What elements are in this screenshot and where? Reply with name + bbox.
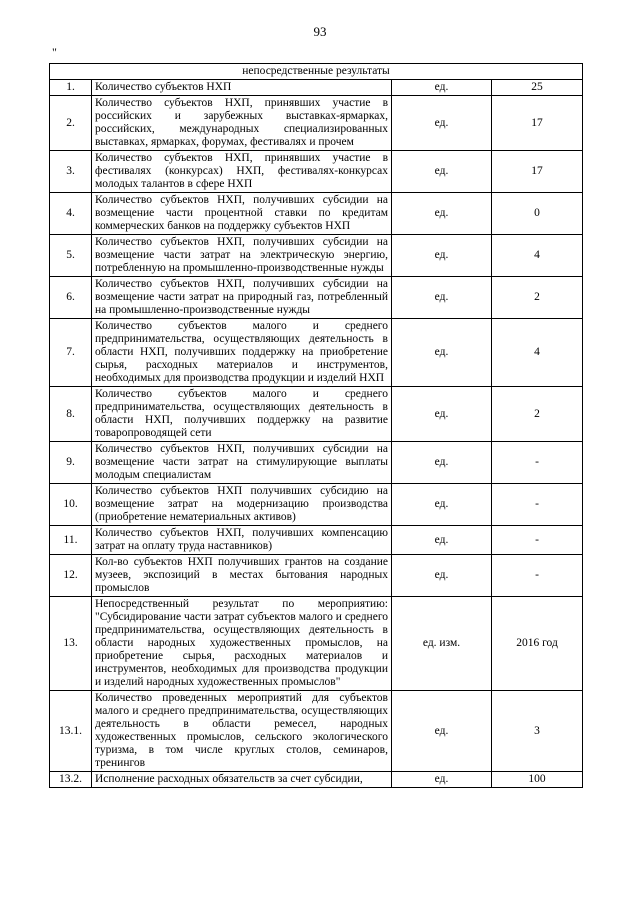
row-value: - — [492, 526, 583, 555]
row-number: 3. — [50, 151, 92, 193]
row-value: 4 — [492, 319, 583, 387]
page-number: 93 — [313, 24, 327, 39]
row-value: 17 — [492, 151, 583, 193]
row-value: 2 — [492, 277, 583, 319]
row-number: 4. — [50, 193, 92, 235]
table-row — [50, 80, 583, 96]
row-number: 2. — [50, 96, 92, 151]
row-number: 5. — [50, 235, 92, 277]
row-description: Количество субъектов НХП, получивших субсидии на возмещение части затрат на природный газ, потребленный на промышленно-производственные нужды — [92, 277, 392, 319]
row-value: 2 — [492, 387, 583, 442]
row-description: Кол-во субъектов НХП получивших грантов на создание музеев, экспозиций в местах бытования народных промыслов — [92, 555, 392, 597]
row-number: 8. — [50, 387, 92, 442]
row-number: 1. — [50, 80, 92, 96]
row-number: 12. — [50, 555, 92, 597]
row-unit: ед. — [392, 387, 492, 442]
table-row — [50, 442, 583, 484]
row-number: 10. — [50, 484, 92, 526]
row-number: 6. — [50, 277, 92, 319]
row-number: 13. — [50, 597, 92, 691]
row-value: - — [492, 442, 583, 484]
row-unit: ед. — [392, 555, 492, 597]
row-unit: ед. — [392, 193, 492, 235]
table-row — [50, 151, 583, 193]
row-unit: ед. — [392, 319, 492, 387]
row-description: Количество субъектов НХП, получивших субсидии на возмещение части затрат на электрическую энергию, потребленную на промышленно-производственные нужды — [92, 235, 392, 277]
row-description: Количество субъектов малого и среднего предпринимательства, осуществляющих деятельность в области НХП, получивших поддержку на развитие товаропроводящей сети — [92, 387, 392, 442]
row-value: - — [492, 484, 583, 526]
row-number: 11. — [50, 526, 92, 555]
row-value: 17 — [492, 96, 583, 151]
row-value: 100 — [492, 772, 583, 788]
row-value: 3 — [492, 691, 583, 772]
row-unit: ед. — [392, 442, 492, 484]
row-description: Количество субъектов НХП, принявших участие в фестивалях (конкурсах) НХП, фестивалях-конкурсах молодых талантов в сфере НХП — [92, 151, 392, 193]
row-unit: ед. — [392, 484, 492, 526]
row-description: Количество субъектов НХП получивших субсидию на возмещение затрат на модернизацию производства (приобретение нематериальных активов) — [92, 484, 392, 526]
row-number: 9. — [50, 442, 92, 484]
row-unit: ед. изм. — [392, 597, 492, 691]
row-value: 4 — [492, 235, 583, 277]
row-description: Количество субъектов НХП, принявших участие в российских и зарубежных выставках-ярмарках, российских, международных специализированных выставках, ярмарках, форумах, фестивалях и прочем — [92, 96, 392, 151]
table-header: непосредственные результаты — [50, 64, 583, 80]
row-unit: ед. — [392, 691, 492, 772]
table-row — [50, 484, 583, 526]
row-description: Исполнение расходных обязательств за счет субсидии, — [92, 772, 392, 788]
row-value: - — [492, 555, 583, 597]
row-description: Количество субъектов НХП, получивших субсидии на возмещение части процентной ставки по кредитам коммерческих банков на поддержку субъектов НХП — [92, 193, 392, 235]
table-row — [50, 691, 583, 772]
row-number: 13.2. — [50, 772, 92, 788]
table-row — [50, 235, 583, 277]
row-unit: ед. — [392, 235, 492, 277]
table-row — [50, 277, 583, 319]
row-unit: ед. — [392, 96, 492, 151]
row-unit: ед. — [392, 277, 492, 319]
table-row — [50, 96, 583, 151]
table-row — [50, 526, 583, 555]
row-number: 13.1. — [50, 691, 92, 772]
table-row — [50, 193, 583, 235]
row-description: Количество субъектов НХП, получивших субсидии на возмещение части затрат на стимулирующие выплаты молодым специалистам — [92, 442, 392, 484]
quote-mark: " — [52, 45, 57, 59]
row-value: 0 — [492, 193, 583, 235]
table-row — [50, 319, 583, 387]
results-table — [49, 63, 583, 788]
table-row — [50, 597, 583, 691]
row-description: Количество субъектов НХП, получивших компенсацию затрат на оплату труда наставников) — [92, 526, 392, 555]
row-description: Количество субъектов НХП — [92, 80, 392, 96]
row-value: 2016 год — [492, 597, 583, 691]
table-header-row — [50, 64, 583, 80]
table-row — [50, 555, 583, 597]
table-row — [50, 772, 583, 788]
row-value: 25 — [492, 80, 583, 96]
row-unit: ед. — [392, 526, 492, 555]
row-unit: ед. — [392, 151, 492, 193]
row-description: Непосредственный результат по мероприятию: "Субсидирование части затрат субъектов малого и среднего предпринимательства, осуществляющих деятельность в области народных художественных промыслов, на приобретение сырья, расходных материалов и инструментов, необходимых для производства продукции и изделий народных художественных промыслов" — [92, 597, 392, 691]
row-description: Количество проведенных мероприятий для субъектов малого и среднего предпринимательства, осуществляющих деятельность в области ремесел, народных художественных промыслов, сельского экологического туризма, в том числе круглых столов, семинаров, тренингов — [92, 691, 392, 772]
table-row — [50, 387, 583, 442]
row-unit: ед. — [392, 80, 492, 96]
row-unit: ед. — [392, 772, 492, 788]
row-number: 7. — [50, 319, 92, 387]
row-description: Количество субъектов малого и среднего предпринимательства, осуществляющих деятельность в области НХП, получивших поддержку на приобретение сырья, расходных материалов и инструментов, необходимых для производства продукции и изделий НХП — [92, 319, 392, 387]
